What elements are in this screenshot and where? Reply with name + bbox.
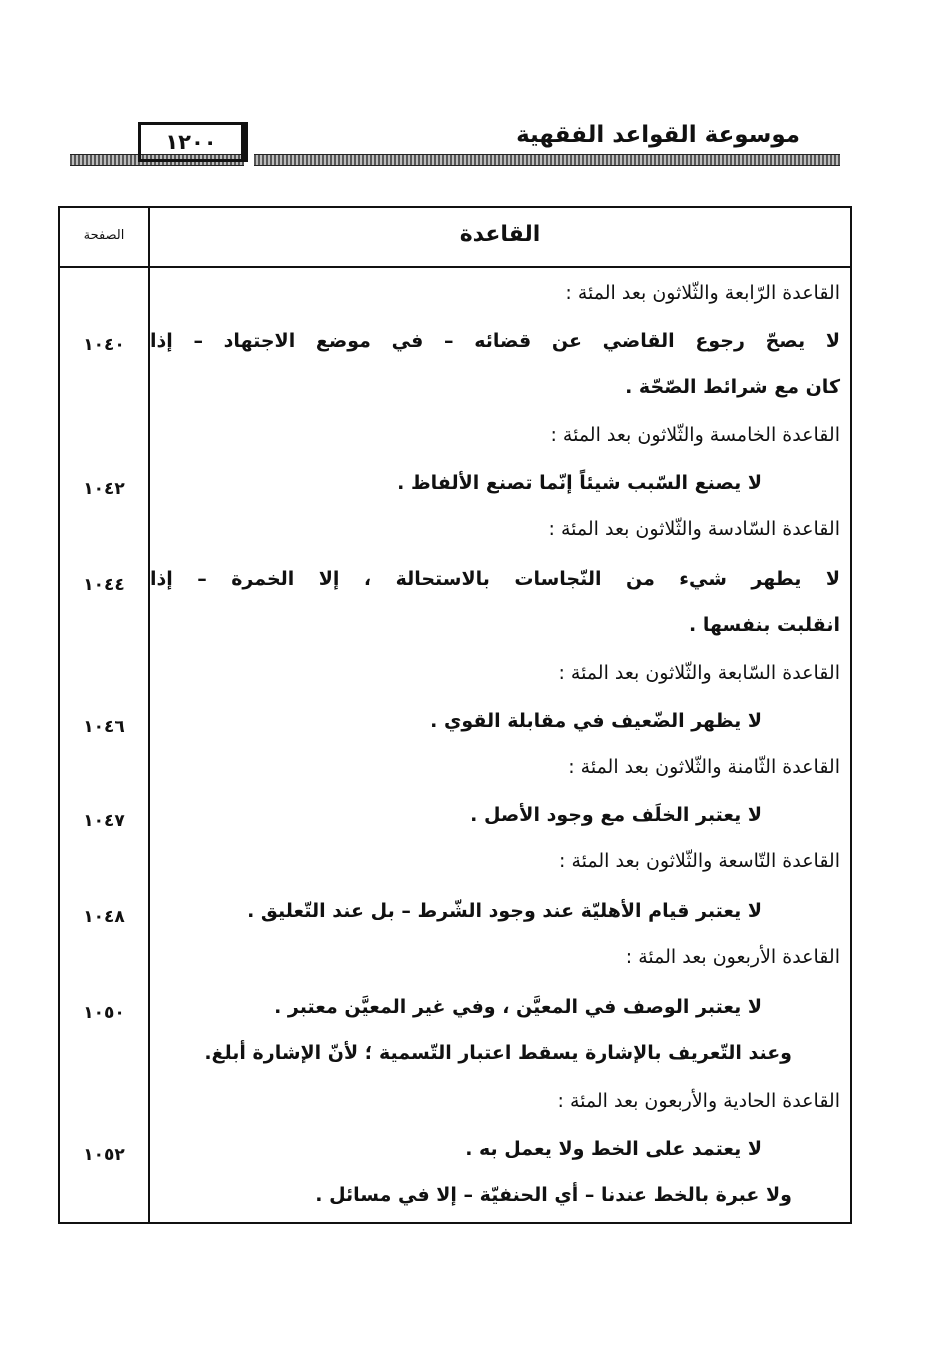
column-header-rule: القاعدة	[459, 222, 541, 247]
rule-text-137: لا يظهر الضّعيف في مقابلة القوي .	[430, 710, 762, 732]
rule-heading-134: القاعدة الرّابعة والثّلاثون بعد المئة :	[565, 282, 840, 304]
rules-table	[58, 206, 852, 1224]
rule-note-140: وعند التّعريف بالإشارة يسقط اعتبار التّسمية ؛ لأنّ الإشارة أبلغ.	[204, 1042, 792, 1064]
page-ref-137: ١٠٤٦	[83, 717, 125, 737]
rule-text-136-cont: انقلبت بنفسها .	[689, 614, 840, 636]
rule-text-136: لا يطهر شيء من النّجاسات بالاستحالة ، إلا الخمرة – إذا	[150, 568, 840, 590]
column-header-page: الصفحة	[83, 228, 125, 243]
rule-heading-136: القاعدة السّادسة والثّلاثون بعد المئة :	[548, 518, 840, 540]
page-number: ١٢٠٠	[138, 122, 244, 162]
page-ref-141: ١٠٥٢	[83, 1145, 125, 1165]
page-ref-136: ١٠٤٤	[83, 575, 125, 595]
page-header	[70, 118, 840, 176]
rule-heading-137: القاعدة السّابعة والثّلاثون بعد المئة :	[558, 662, 840, 684]
rule-text-140: لا يعتبر الوصف في المعيَّن ، وفي غير المعيَّن معتبر .	[274, 996, 762, 1018]
rule-heading-135: القاعدة الخامسة والثّلاثون بعد المئة :	[550, 424, 840, 446]
rule-heading-139: القاعدة التّاسعة والثّلاثون بعد المئة :	[559, 850, 840, 872]
rule-text-135: لا يصنع السّبب شيئاً إنّما تصنع الألفاظ .	[397, 472, 762, 494]
header-rule-gap	[244, 152, 254, 168]
page-ref-139: ١٠٤٨	[83, 907, 125, 927]
rule-heading-140: القاعدة الأربعون بعد المئة :	[625, 946, 840, 968]
rule-text-139: لا يعتبر قيام الأهليّة عند وجود الشّرط – بل عند التّعليق .	[247, 900, 762, 922]
book-title: موسوعة القواعد الفقهية	[516, 122, 800, 148]
rule-text-134: لا يصحّ رجوع القاضي عن قضائه – في موضع الاجتهاد – إذا	[150, 330, 840, 352]
rule-heading-141: القاعدة الحادية والأربعون بعد المئة :	[557, 1090, 840, 1112]
rule-note-141: ولا عبرة بالخط عندنا – أي الحنفيّة – إلا في مسائل .	[315, 1184, 792, 1206]
header-row-line	[60, 266, 850, 268]
page-ref-140: ١٠٥٠	[83, 1003, 125, 1023]
rule-text-141: لا يعتمد على الخط ولا يعمل به .	[465, 1138, 762, 1160]
rule-heading-138: القاعدة الثّامنة والثّلاثون بعد المئة :	[568, 756, 840, 778]
page-ref-134: ١٠٤٠	[83, 335, 125, 355]
rule-text-138: لا يعتبر الخلَف مع وجود الأصل .	[470, 804, 762, 826]
page-ref-138: ١٠٤٧	[83, 811, 125, 831]
page-ref-135: ١٠٤٢	[83, 479, 125, 499]
rule-text-134-cont: كان مع شرائط الصّحّة .	[625, 376, 840, 398]
